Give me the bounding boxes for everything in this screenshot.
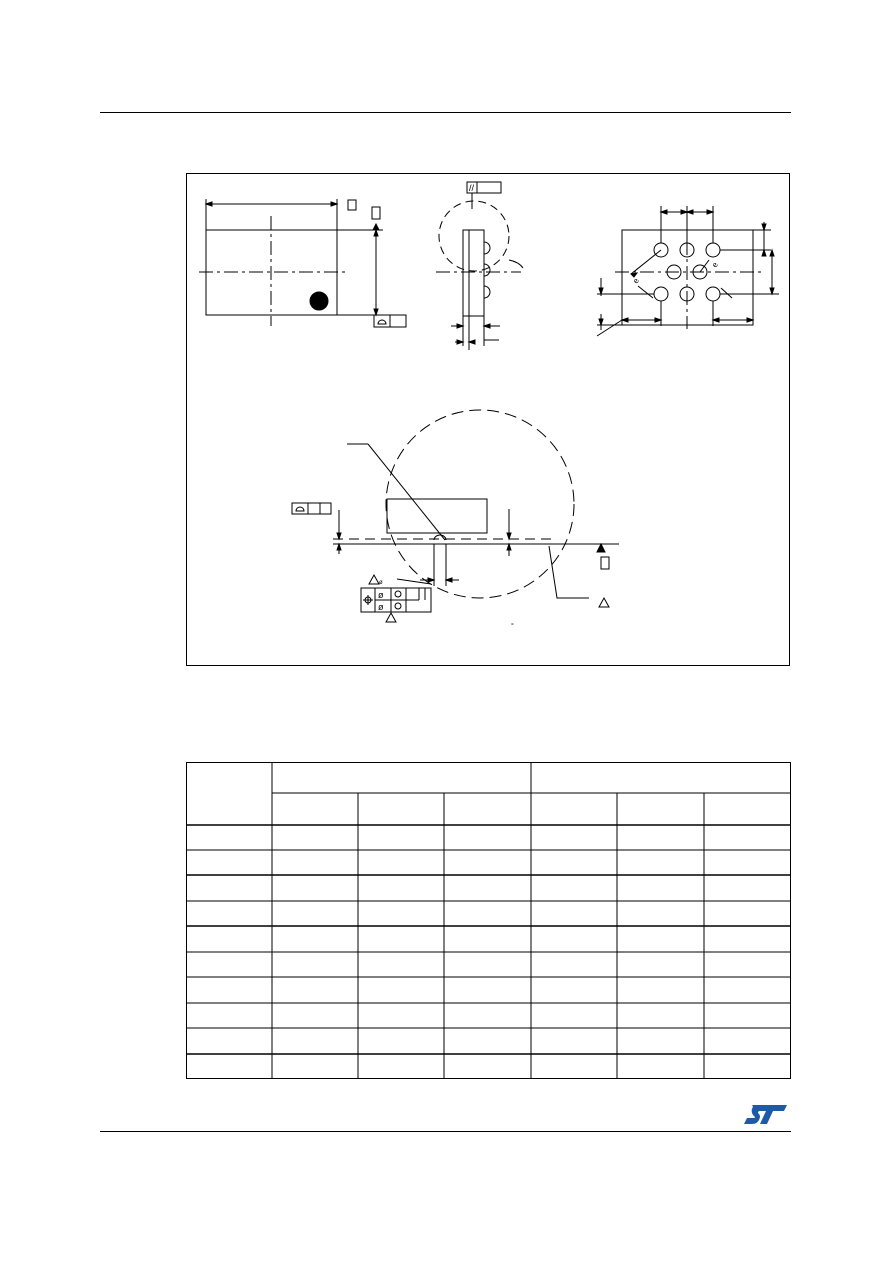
header-rule <box>100 112 791 113</box>
profile-frame-detail <box>292 503 331 514</box>
side-view <box>436 182 523 350</box>
datum-triangle-icon <box>386 613 396 622</box>
svg-text:ø: ø <box>378 602 384 612</box>
svg-text:e: e <box>630 276 641 285</box>
datum-box-b <box>372 207 380 219</box>
st-logo-icon <box>743 1103 789 1125</box>
svg-text:e: e <box>709 260 720 269</box>
svg-text:ø: ø <box>378 590 384 600</box>
package-outline-drawing <box>186 173 790 666</box>
svg-text:ø: ø <box>379 580 383 586</box>
dimensions-table <box>186 762 791 1079</box>
svg-text://: // <box>469 183 475 193</box>
detail-view <box>292 410 619 630</box>
bottom-view <box>597 206 779 336</box>
datum-box-a <box>348 200 356 210</box>
pin1-dot-icon <box>310 292 328 310</box>
datum-box-c <box>601 557 609 569</box>
datum-triangle-icon <box>599 598 609 607</box>
top-view <box>199 199 406 327</box>
footer-rule <box>100 1131 791 1132</box>
datum-triangle-icon <box>369 575 379 584</box>
svg-text:°: ° <box>511 623 514 630</box>
